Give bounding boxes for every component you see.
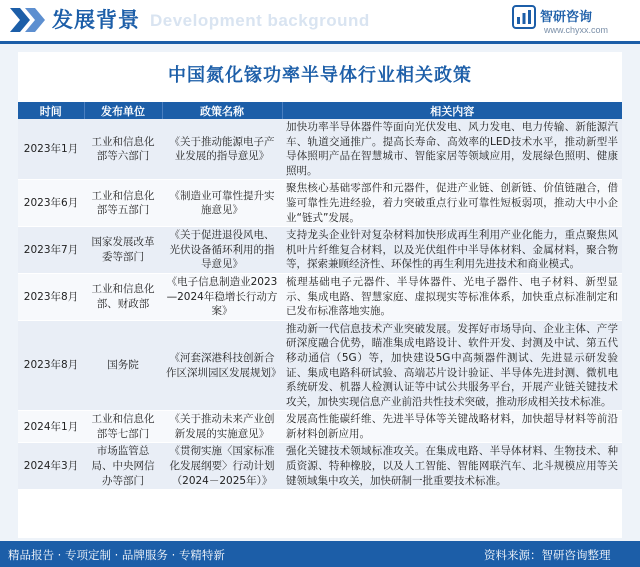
cell-unit: 国务院: [84, 320, 162, 411]
content-panel: [0, 44, 640, 541]
brand-name: 智研咨询: [540, 10, 593, 25]
card-title: 中国氮化镓功率半导体行业相关政策: [168, 65, 472, 86]
cell-time: 2023年8月: [18, 273, 84, 320]
page-footer: [0, 541, 640, 567]
header-watermark-text: Development background: [150, 11, 370, 30]
cell-time: 2024年1月: [18, 411, 84, 443]
footer-services-text: 精品报告 · 专项定制 · 品牌服务 · 专精特新: [8, 548, 225, 562]
table-row: [18, 320, 622, 411]
column-header-content: 相关内容: [282, 102, 622, 119]
table-header-row: [18, 102, 622, 119]
footer-source-text: 资料来源：智研咨询整理: [484, 548, 611, 562]
brand-logo-icon: [512, 5, 536, 29]
cell-time: 2024年3月: [18, 443, 84, 490]
cell-time: 2023年1月: [18, 119, 84, 180]
cell-policy-name: 《河套深港科技创新合作区深圳园区发展规划》: [162, 320, 282, 411]
page-header: [0, 0, 640, 40]
cell-unit: 工业和信息化部等五部门: [84, 180, 162, 227]
page-title: 发展背景: [52, 8, 140, 32]
cell-unit: 工业和信息化部、财政部: [84, 273, 162, 320]
cell-unit: 国家发展改革委等部门: [84, 227, 162, 274]
table-row: [18, 411, 622, 443]
cell-unit: 工业和信息化部等六部门: [84, 119, 162, 180]
table-row: [18, 443, 622, 490]
cell-content: 强化关键技术领域标准攻关。在集成电路、半导体材料、生物技术、种质资源、特种橡胶，以及人工智能、智能网联汽车、北斗规模应用等关键领域集中攻关，加快研制一批重要技术标准。: [282, 443, 622, 490]
table-row: [18, 273, 622, 320]
column-header-name: 政策名称: [162, 102, 282, 119]
column-header-unit: 发布单位: [84, 102, 162, 119]
chevron-arrows-icon: [10, 8, 48, 32]
cell-content: 推动新一代信息技术产业突破发展。发挥好市场导向、企业主体、产学研深度融合优势，瞄准集成电路设计、软件开发、封测及中试、第五代移动通信（5G）等，加快建设5G中高频器件测试、先进显示研发验证、集成电路科研试验、高端芯片设计验证、半导体先进封测、微机电系统研发、机器人检测认证等中试公共服务平台，开展产业链关键技术攻关，加快实现信息产业前沿共性技术突破，推动形成相关技术标准。: [282, 320, 622, 411]
cell-policy-name: 《关于促进退役风电、光伏设备循环利用的指导意见》: [162, 227, 282, 274]
cell-policy-name: 《制造业可靠性提升实施意见》: [162, 180, 282, 227]
table-row: [18, 180, 622, 227]
cell-time: 2023年7月: [18, 227, 84, 274]
cell-time: 2023年6月: [18, 180, 84, 227]
cell-unit: 工业和信息化部等七部门: [84, 411, 162, 443]
cell-content: 梳理基础电子元器件、半导体器件、光电子器件、电子材料、新型显示、集成电路、智慧家庭、虚拟现实等标准体系，加快重点标准制定和已发布标准落地实施。: [282, 273, 622, 320]
policy-card: [18, 52, 622, 538]
cell-time: 2023年8月: [18, 320, 84, 411]
table-row: [18, 227, 622, 274]
cell-content: 加快功率半导体器件等面向光伏发电、风力发电、电力传输、新能源汽车、轨道交通推广。提高长寿命、高效率的LED技术水平，推动新型半导体照明产品在智慧城市、智能家居等领域应用，发展绿色照明、健康照明。: [282, 119, 622, 180]
cell-content: 发展高性能碳纤维、先进半导体等关键战略材料，加快超导材料等前沿新材料创新应用。: [282, 411, 622, 443]
cell-policy-name: 《电子信息制造业2023—2024年稳增长行动方案》: [162, 273, 282, 320]
cell-unit: 市场监管总局、中央网信办等部门: [84, 443, 162, 490]
cell-content: 聚焦核心基础零部件和元器件，促进产业链、创新链、价值链融合，借鉴可靠性先进经验，着力突破重点行业可靠性短板弱项，推动大中小企业“链式”发展。: [282, 180, 622, 227]
policy-table: [18, 102, 622, 490]
cell-policy-name: 《贯彻实施〈国家标准化发展纲要〉行动计划（2024－2025年）》: [162, 443, 282, 490]
brand-url: www.chyxx.com: [544, 25, 609, 35]
column-header-time: 时间: [18, 102, 84, 119]
table-row: [18, 119, 622, 180]
cell-content: 支持龙头企业针对复杂材料加快形成再生利用产业化能力，重点聚焦风机叶片纤维复合材料，以及光伏组件中半导体材料、金属材料，聚合物等，探索兼顾经济性、环保性的再生利用先进技术和商业模式。: [282, 227, 622, 274]
cell-policy-name: 《关于推动未来产业创新发展的实施意见》: [162, 411, 282, 443]
cell-policy-name: 《关于推动能源电子产业发展的指导意见》: [162, 119, 282, 180]
